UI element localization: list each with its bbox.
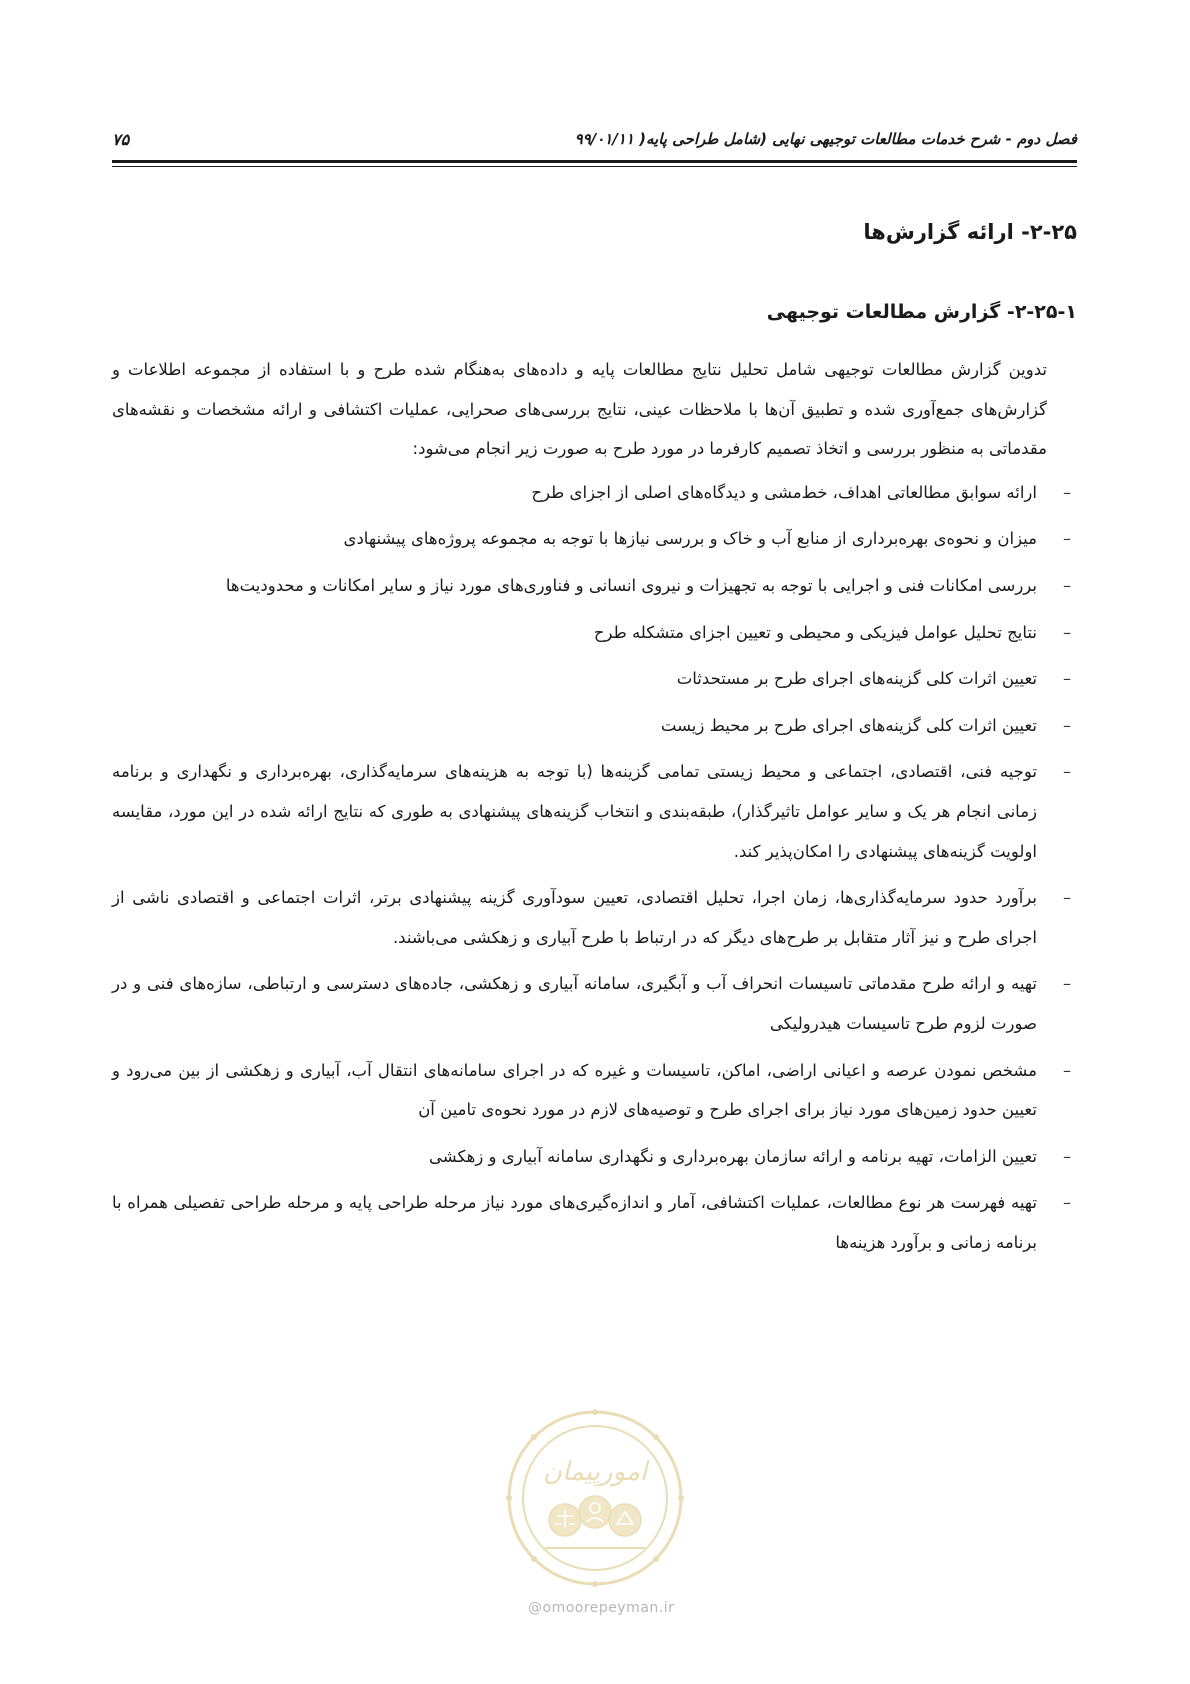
- list-item-text: برآورد حدود سرمایه‌گذاری‌ها، زمان اجرا، تحلیل اقتصادی، تعیین سودآوری گزینه پیشنهادی برتر، اثرات اجتماعی و اقتصادی ناشی از اجرای طرح و نیز آثار متقابل بر طرح‌های دیگر که در ارتباط با طرح آبیاری و زهکشی می‌باشند.: [112, 888, 1037, 947]
- list-item-text: مشخص نمودن عرصه و اعیانی اراضی، اماکن، تاسیسات و غیره که در اجرای سامانه‌های انتقال آب، آبیاری و زهکشی از بین می‌رود و تعیین حدود زمین‌های مورد نیاز برای اجرای طرح و توصیه‌های لازم در مورد نحوه‌ی تامین آن: [112, 1060, 1037, 1120]
- body-content: [112, 350, 1077, 1262]
- dash-icon: –: [1063, 1193, 1071, 1213]
- list-item-text: تعیین اثرات کلی گزینه‌های اجرای طرح بر محیط زیست: [660, 715, 1037, 735]
- list-item-text: تهیه و ارائه طرح مقدماتی تاسیسات انحراف آب و آبگیری، سامانه آبیاری و زهکشی، جاده‌های دسترسی و ارتباطی، سازه‌های فنی و در صورت لزوم طرح تاسیسات هیدرولیکی: [112, 974, 1037, 1033]
- dash-icon: –: [1063, 888, 1071, 908]
- watermark-seal-icon: [505, 1408, 685, 1588]
- list-item-text: میزان و نحوه‌ی بهره‌برداری از منابع آب و خاک و بررسی نیازها با توجه به مجموعه پروژه‌های پیشنهادی: [343, 529, 1037, 549]
- dash-icon: –: [1063, 1146, 1071, 1166]
- dash-icon: –: [1063, 575, 1071, 595]
- list-item-text: تعیین الزامات، تهیه برنامه و ارائه سازمان بهره‌برداری و نگهداری سامانه آبیاری و زهکشی: [429, 1146, 1037, 1166]
- list-item: [112, 1051, 1077, 1130]
- list-item-text: توجیه فنی، اقتصادی، اجتماعی و محیط زیستی تمامی گزینه‌ها (با توجه به هزینه‌های سرمایه‌گذاری، بهره‌برداری و نگهداری و برنامه زمانی انجام هر یک و سایر عوامل تاثیرگذار)، طبقه‌بندی و انتخاب گزینه‌های پیشنهادی به طوری که نتایج ارائه شده در این مورد، مقایسه اولویت گزینه‌های پیشنهادی را امکان‌پذیر کند.: [112, 762, 1037, 861]
- list-item: [112, 566, 1077, 606]
- header-rule-thin: [112, 166, 1077, 167]
- intro-paragraph: تدوین گزارش مطالعات توجیهی شامل تحلیل نتایج مطالعات پایه و داده‌های به‌هنگام شده طرح و با استفاده از مجموعه اطلاعات و گزارش‌های جمع‌آوری شده و تطبیق آن‌ها با ملاحظات عینی، نتایج بررسی‌های صحرایی، عملیات اکتشافی و ارائه مشخصات و نقشه‌های مقدماتی به منظور بررسی و اتخاذ تصمیم کارفرما در مورد طرح به صورت زیر انجام می‌شود:: [112, 360, 1047, 459]
- list-item-text: ارائه سوابق مطالعاتی اهداف، خط‌مشی و دیدگاه‌های اصلی از اجزای طرح: [531, 482, 1037, 502]
- dash-icon: –: [1063, 1060, 1071, 1080]
- dash-icon: –: [1063, 482, 1071, 502]
- list-item: [112, 752, 1077, 871]
- list-item: [112, 519, 1077, 559]
- page-header: [112, 128, 1077, 150]
- seal-text: امورپیمان: [542, 1457, 648, 1487]
- header-rule-thick: [112, 160, 1077, 163]
- list-item: [112, 878, 1077, 957]
- dash-icon: –: [1063, 715, 1071, 735]
- list-item: [112, 659, 1077, 699]
- watermark-site: @omoorepeyman.ir: [528, 1600, 675, 1616]
- subsection-heading: ۲-۲۵-۱- گزارش مطالعات توجیهی: [766, 301, 1077, 323]
- list-item: [112, 1183, 1077, 1262]
- list-item: [112, 706, 1077, 746]
- list-item: [112, 1137, 1077, 1177]
- list-item-text: تعیین اثرات کلی گزینه‌های اجرای طرح بر مستحدثات: [676, 669, 1037, 689]
- list-item: [112, 613, 1077, 653]
- dash-icon: –: [1063, 762, 1071, 782]
- dash-icon: –: [1063, 529, 1071, 549]
- list-item-text: بررسی امکانات فنی و اجرایی با توجه به تجهیزات و نیروی انسانی و فناوری‌های مورد نیاز و سایر امکانات و محدودیت‌ها: [225, 575, 1037, 595]
- dash-icon: –: [1063, 974, 1071, 994]
- list-item: [112, 473, 1077, 513]
- header-title: فصل دوم - شرح خدمات مطالعات توجیهی نهایی (شامل طراحی پایه( ۹۹/۰۱/۱۱: [574, 130, 1077, 148]
- dash-icon: –: [1063, 622, 1071, 642]
- list-item-text: نتایج تحلیل عوامل فیزیکی و محیطی و تعیین اجزای متشکله طرح: [593, 622, 1037, 642]
- page-number: ۷۵: [112, 129, 130, 149]
- dash-icon: –: [1063, 669, 1071, 689]
- list-item: [112, 964, 1077, 1043]
- list-item-text: تهیه فهرست هر نوع مطالعات، عملیات اکتشافی، آمار و اندازه‌گیری‌های مورد نیاز مرحله طراحی پایه و مرحله طراحی تفصیلی همراه با برنامه زمانی و برآورد هزینه‌ها: [112, 1193, 1037, 1252]
- bullet-list: [112, 473, 1077, 1263]
- section-heading: ۲-۲۵- ارائه گزارش‌ها: [863, 220, 1077, 244]
